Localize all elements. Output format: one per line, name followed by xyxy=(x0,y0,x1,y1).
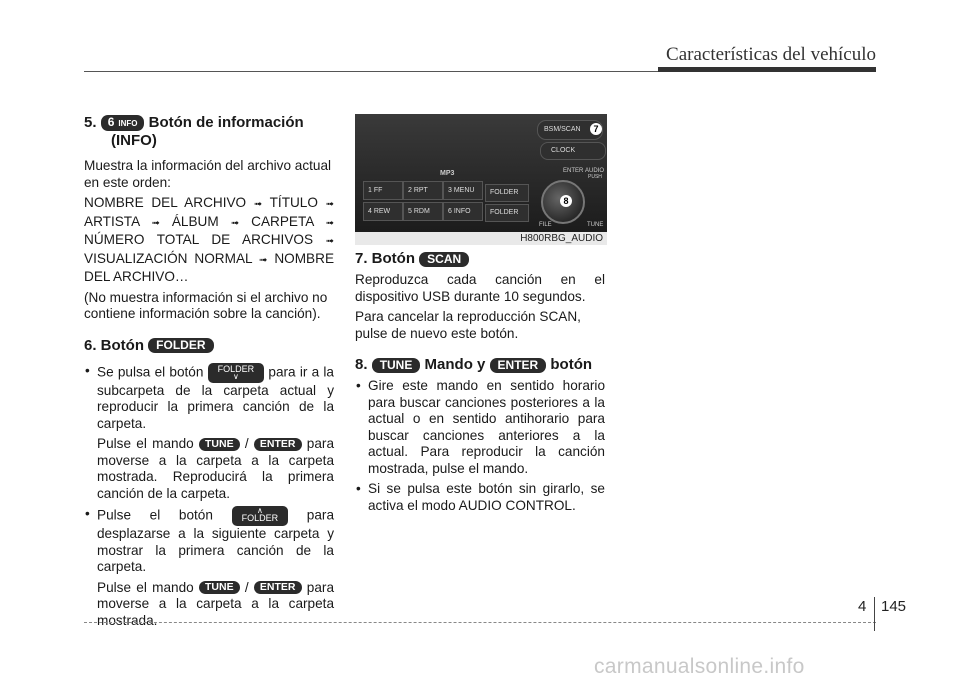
info-order-item: TÍTULO xyxy=(269,195,318,210)
watermark: carmanualsonline.info xyxy=(594,655,805,678)
callout-7: 7 xyxy=(590,123,602,135)
page-number-separator xyxy=(874,597,875,631)
bsm-scan-button: BSM/SCAN xyxy=(537,120,603,140)
preset-key: 5 RDM xyxy=(403,202,443,221)
file-label: FILE xyxy=(539,222,552,228)
mp3-logo: MP3 xyxy=(440,170,455,177)
preset-key: 3 MENU xyxy=(443,181,483,200)
arrow-right-icon: ➟ xyxy=(325,236,334,247)
footer-rule xyxy=(84,622,876,623)
list-item: • Gire este mando en sentido horario para buscar canciones posteriores a la actual o en sentido antihorario para buscar canciones anteriores a la actual. Para reproducir la canción mostrada, pulse el mando. xyxy=(356,378,605,476)
info-button-badge: 6 INFO xyxy=(101,115,145,131)
enter-badge: ENTER xyxy=(254,438,302,451)
section-6-list xyxy=(84,363,334,630)
arrow-right-icon: ➟ xyxy=(230,217,240,229)
preset-key: 2 RPT xyxy=(403,181,443,200)
page-number: 145 xyxy=(881,598,907,615)
section-8-title: 8. TUNE Mando y ENTER botón xyxy=(355,356,593,373)
section-8-list xyxy=(355,378,605,514)
preset-key: 1 FF xyxy=(363,181,403,200)
section-6-title: 6. Botón FOLDER xyxy=(84,337,334,355)
enter-label: ENTER xyxy=(563,168,584,174)
list-item: • Pulse el botón ∧ FOLDER para desplazarse a la siguiente carpeta y mostrar la primera canción de la carpeta. Pulse el mando TUNE / ENTER para moverse a la carpeta a la carpeta mostrada. xyxy=(85,506,335,628)
info-order-list xyxy=(84,195,334,286)
tune-badge: TUNE xyxy=(199,581,240,594)
chapter-number: 4 xyxy=(858,598,867,615)
section-5-note: (No muestra información si el archivo no contiene información sobre la canción). xyxy=(84,289,328,321)
list-item: • Si se pulsa este botón sin girarlo, se activa el modo AUDIO CONTROL. xyxy=(356,481,605,513)
audio-unit-photo xyxy=(355,114,607,245)
info-order-item: CARPETA xyxy=(251,213,314,229)
arrow-right-icon: ➟ xyxy=(259,254,268,266)
arrow-right-icon: ➟ xyxy=(253,199,263,210)
arrow-right-icon: ➟ xyxy=(325,217,335,229)
push-label: PUSH xyxy=(588,174,602,180)
section-5-text: Muestra la información del archivo actual en este orden: xyxy=(84,158,332,190)
folder-down-key: FOLDER xyxy=(485,204,529,222)
scan-badge: SCAN xyxy=(419,252,469,267)
info-order-item: ARTISTA xyxy=(84,213,140,229)
right-column xyxy=(355,250,605,518)
info-order-item: ÁLBUM xyxy=(171,213,219,229)
section-7-text: Para cancelar la reproducción SCAN, pulse de nuevo este botón. xyxy=(355,309,581,341)
tune-badge: TUNE xyxy=(372,358,421,373)
callout-8: 8 xyxy=(560,195,572,207)
left-column xyxy=(84,114,334,633)
preset-key: 4 REW xyxy=(363,202,403,221)
header-rule-accent xyxy=(658,67,876,72)
folder-badge: FOLDER xyxy=(148,338,213,353)
info-order-item: VISUALIZACIÓN NORMAL xyxy=(84,250,253,266)
info-order-item: NÚMERO TOTAL DE ARCHIVOS xyxy=(84,232,314,247)
enter-badge: ENTER xyxy=(254,581,302,594)
section-7-title: 7. Botón SCAN xyxy=(355,250,605,268)
section-7-text: Reproduzca cada canción en el dispositivo USB durante 10 segundos. xyxy=(355,272,605,304)
enter-badge: ENTER xyxy=(490,358,547,373)
folder-down-badge: ∧ FOLDER xyxy=(232,506,289,526)
arrow-right-icon: ➟ xyxy=(151,217,160,229)
audio-label: AUDIO xyxy=(585,168,605,174)
info-order-item: NOMBRE DEL ARCHIVO… xyxy=(84,250,335,284)
clock-button: CLOCK xyxy=(540,142,606,160)
list-item: • Se pulsa el botón FOLDER ∨ para ir a la subcarpeta de la carpeta actual y reproducir la primera canción de la carpeta. Pulse el mando TUNE / ENTER para moverse a la carpeta a la carpeta mostrada. Reproducirá la primera canción de la carpeta. xyxy=(85,362,335,501)
tune-label: TUNE xyxy=(587,222,604,228)
folder-up-badge: FOLDER ∨ xyxy=(208,363,265,383)
folder-up-key: FOLDER xyxy=(485,184,529,202)
tune-badge: TUNE xyxy=(199,438,240,451)
header-title: Características del vehículo xyxy=(666,44,876,65)
section-5-title: 5. 6 INFO Botón de información (INFO) xyxy=(84,114,304,149)
preset-key: 6 INFO xyxy=(443,202,483,221)
info-order-item: NOMBRE DEL ARCHIVO xyxy=(84,195,247,210)
arrow-right-icon: ➟ xyxy=(325,199,335,210)
photo-caption: H800RBG_AUDIO xyxy=(520,233,603,244)
